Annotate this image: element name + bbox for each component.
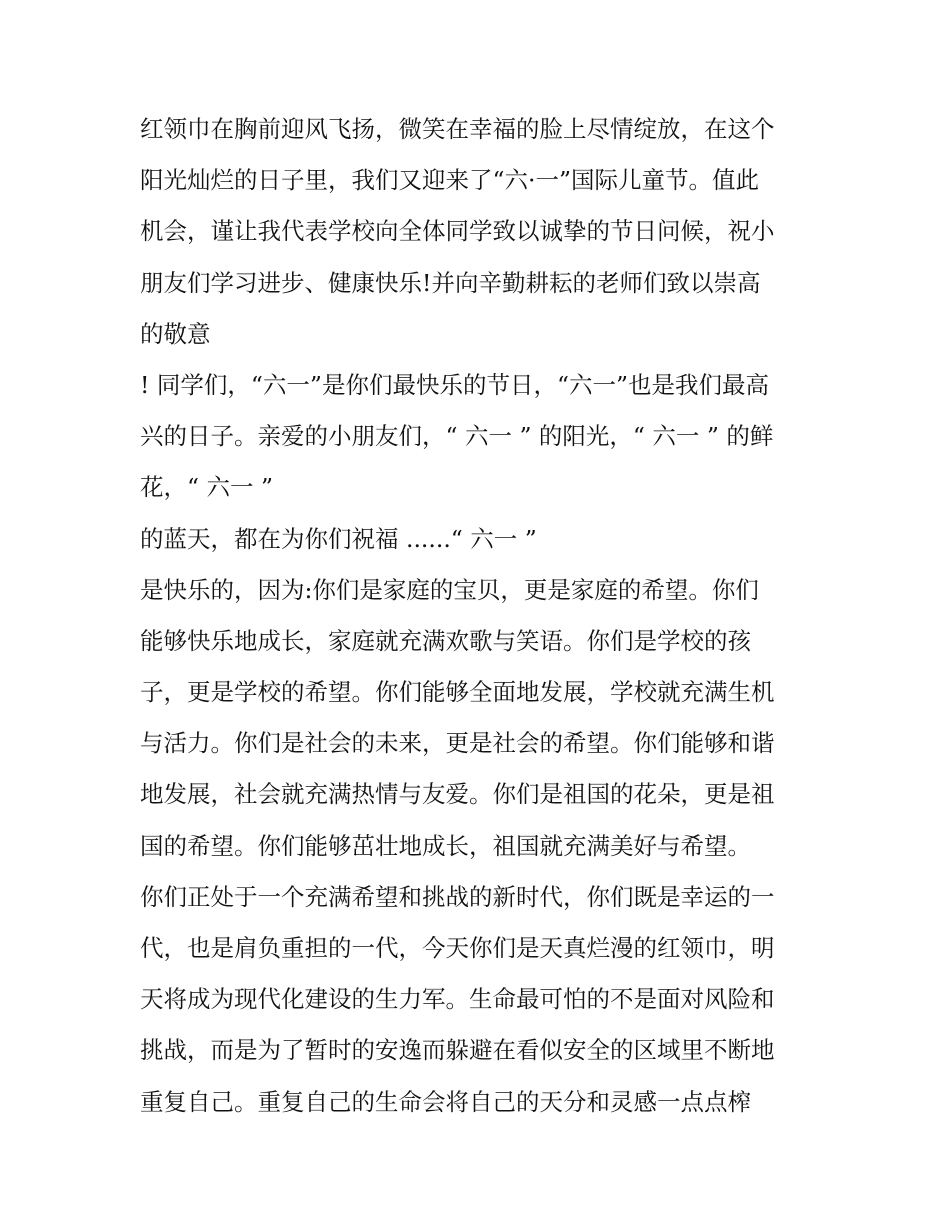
text-line: 的蓝天，都在为你们祝福 ......“ 六一 ” bbox=[140, 524, 537, 553]
text-line: 花，“ 六一 ” bbox=[140, 473, 273, 502]
text-line: 与活力。你们是社会的未来，更是社会的希望。你们能够和谐 bbox=[140, 729, 775, 758]
text-line: 国的希望。你们能够茁壮地成长，祖国就充满美好与希望。 bbox=[140, 831, 751, 860]
speech-body-text bbox=[140, 104, 820, 1128]
text-line: 红领巾在胸前迎风飞扬，微笑在幸福的脸上尽情绽放，在这个 bbox=[140, 115, 775, 143]
text-line: ! 同学们，“六一”是你们最快乐的节日，“六一”也是我们最高 bbox=[140, 370, 769, 399]
text-line: 的敬意 bbox=[140, 319, 211, 348]
text-line: 朋友们学习进步、健康快乐!并向辛勤耕耘的老师们致以崇高 bbox=[140, 268, 761, 297]
text-line: 代，也是肩负重担的一代，今天你们是天真烂漫的红领巾，明 bbox=[140, 934, 775, 962]
text-line: 能够快乐地成长，家庭就充满欢歌与笑语。你们是学校的孩 bbox=[140, 626, 751, 655]
text-line: 天将成为现代化建设的生力军。生命最可怕的不是面对风险和 bbox=[140, 985, 775, 1014]
text-line: 地发展，社会就充满热情与友爱。你们是祖国的花朵，更是祖 bbox=[140, 780, 775, 809]
text-line: 是快乐的，因为:你们是家庭的宝贝，更是家庭的希望。你们 bbox=[140, 575, 759, 604]
text-line: 机会，谨让我代表学校向全体同学致以诚挚的节日问候，祝小 bbox=[140, 217, 775, 246]
text-line: 你们正处于一个充满希望和挑战的新时代，你们既是幸运的一 bbox=[140, 882, 775, 911]
text-line: 阳光灿烂的日子里，我们又迎来了“六·一”国际儿童节。值此 bbox=[140, 166, 759, 195]
text-line: 兴的日子。亲爱的小朋友们，“ 六一 ” 的阳光，“ 六一 ” 的鲜 bbox=[140, 422, 774, 451]
text-line: 子，更是学校的希望。你们能够全面地发展，学校就充满生机 bbox=[140, 678, 775, 707]
text-line: 挑战，而是为了暂时的安逸而躲避在看似安全的区域里不断地 bbox=[140, 1036, 775, 1065]
text-line: 重复自己。重复自己的生命会将自己的天分和灵感一点点榨 bbox=[140, 1087, 751, 1116]
